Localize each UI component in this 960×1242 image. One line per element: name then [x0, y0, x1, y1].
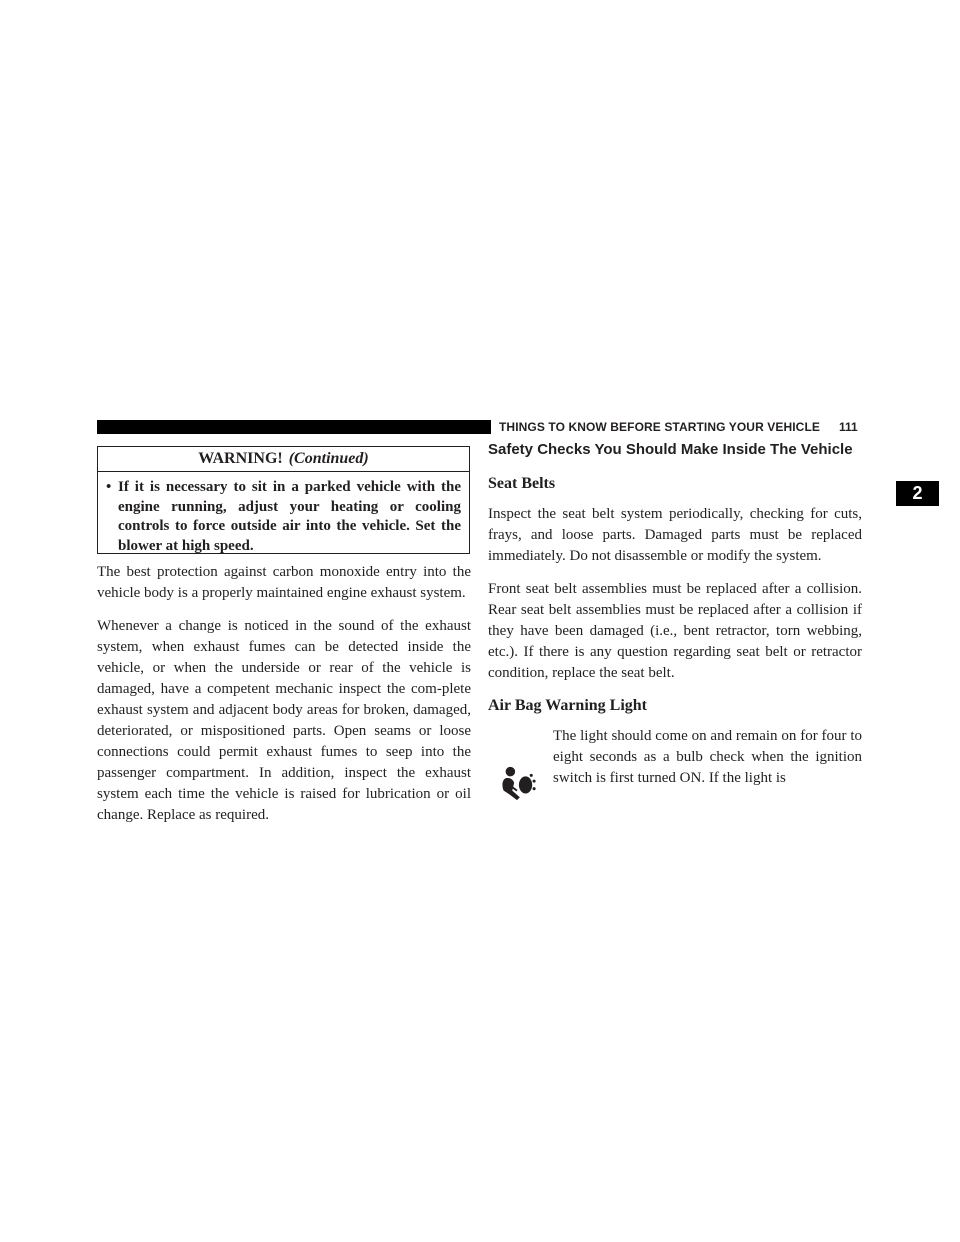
- warning-text: If it is necessary to sit in a parked vehicle with the engine running, adjust your heating or cooling controls to force outside air into the vehicle. Set the blower at high speed.: [118, 479, 461, 554]
- section-title: Safety Checks You Should Make Inside The Vehicle: [488, 441, 853, 458]
- bullet-icon: •: [106, 479, 112, 495]
- seat-belts-heading: Seat Belts: [488, 475, 556, 492]
- left-column: [97, 562, 471, 838]
- warning-continued: (Continued): [288, 450, 369, 467]
- warning-bullet-item: [98, 472, 469, 556]
- paragraph-exhaust-inspection: Whenever a change is noticed in the sound of the exhaust system, when exhaust fumes can be detected inside the vehicle, or when the underside or rear of the vehicle is damaged, have a competent mechanic inspect the com-plete exhaust system and adjacent body areas for broken, damaged, deteriorated, or mispositioned parts. Open seams or loose connections could permit exhaust fumes to seep into the passenger compartment. In addition, inspect the exhaust system each time the vehicle is raised for lubrication or oil change. Replace as required.: [97, 618, 471, 823]
- airbag-warning-text: The light should come on and remain on for four to eight seconds as a bulb check when the ignition switch is first turned ON. If the light is: [553, 728, 862, 786]
- paragraph-seat-belt-replace: Front seat belt assemblies must be replaced after a collision. Rear seat belt assemblies must be replaced after a collision if they have been damaged (i.e., bent retractor, torn webbing, etc.). If there is any question regarding seat belt or retractor condition, replace the seat belt.: [488, 581, 862, 681]
- header-bar: [97, 420, 491, 434]
- warning-box: [97, 446, 470, 554]
- chapter-tab: 2: [896, 481, 939, 506]
- paragraph-seat-belt-inspect: Inspect the seat belt system periodically, checking for cuts, frays, and loose parts. Damaged parts must be replaced immediately. Do not disassemble or modify the system.: [488, 506, 862, 564]
- airbag-warning-block: [488, 726, 862, 806]
- running-header-title: THINGS TO KNOW BEFORE STARTING YOUR VEHICLE: [499, 420, 820, 434]
- airbag-warning-heading: Air Bag Warning Light: [488, 697, 647, 714]
- warning-title: WARNING!: [198, 450, 283, 467]
- warning-header: [98, 447, 469, 472]
- page-number: 111: [839, 420, 858, 434]
- right-column: [488, 441, 862, 806]
- airbag-warning-icon: [498, 764, 536, 802]
- paragraph-exhaust-protection: The best protection against carbon monoxide entry into the vehicle body is a properly maintained engine exhaust system.: [97, 564, 471, 601]
